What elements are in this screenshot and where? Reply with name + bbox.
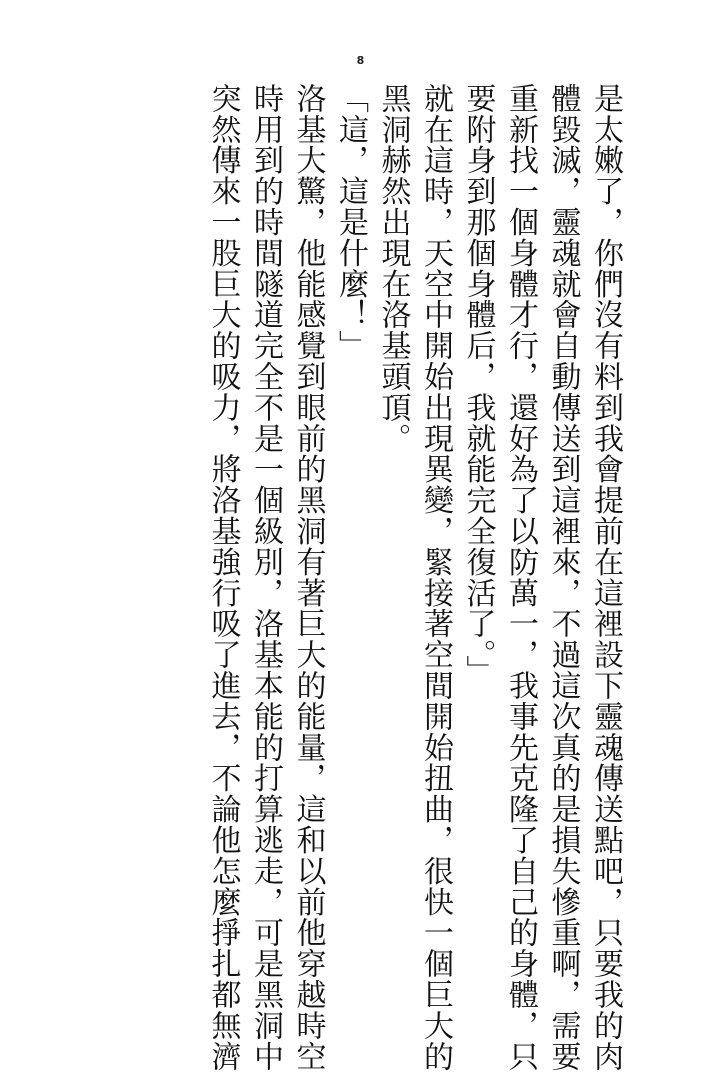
text-column-10: 突然傳來一股巨大的吸力，將洛基強行吸了進去，不論他怎麼掙扎都無濟: [205, 83, 241, 1072]
text-column-4: 要附身到那個身體后，我就能完全復活了。」: [460, 83, 496, 686]
text-column-9: 時用到的時間隧道完全不是一個級別，洛基本能的打算逃走，可是黑洞中: [248, 83, 283, 1072]
text-column-7: 「這，這是什麼！」: [333, 83, 368, 362]
text-column-8: 洛基大驚，他能感覺到眼前的黑洞有著巨大的能量，這和以前他穿越時空: [290, 83, 326, 1072]
text-column-6: 黑洞赫然出現在洛基頭頂。: [375, 83, 411, 454]
page-number: 8: [356, 54, 365, 67]
text-column-1: 是太嫩了，你們沒有料到我會提前在這裡設下靈魂傳送點吧，只要我的肉: [588, 83, 623, 1072]
vertical-text-body: [205, 83, 623, 1072]
text-column-3: 重新找一個身體才行，還好為了以防萬一，我事先克隆了自己的身體，只: [503, 83, 538, 1072]
text-column-5: 就在這時，天空中開始出現異變，緊接著空間開始扭曲，很快一個巨大的: [418, 83, 453, 1072]
text-column-2: 體毀滅，靈魂就會自動傳送到這裡來，不過這次真的是損失慘重啊，需要: [545, 83, 581, 1072]
